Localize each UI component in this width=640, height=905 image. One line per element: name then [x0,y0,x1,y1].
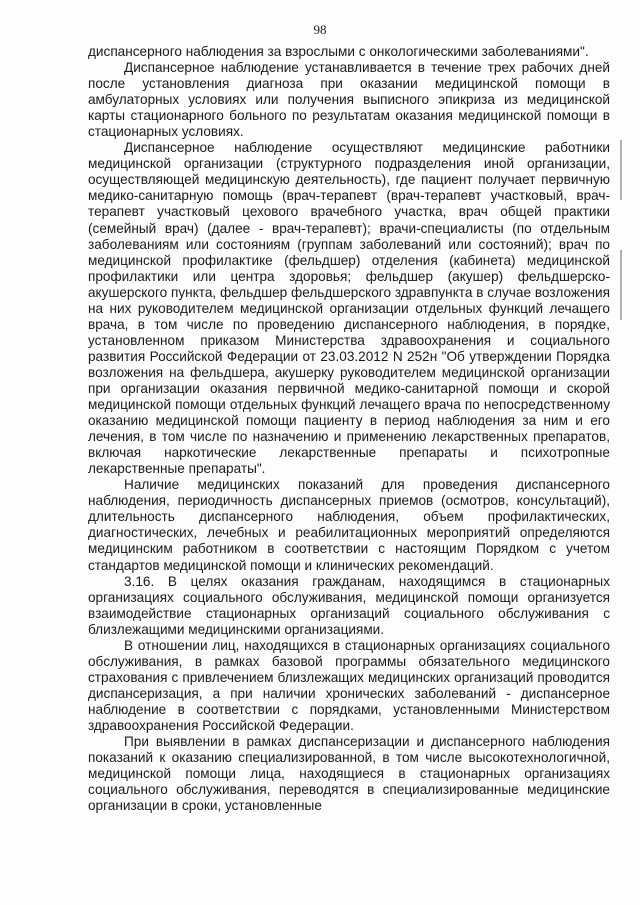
paragraph: В отношении лиц, находящихся в стационарных организациях социального обслуживания, в рамках базовой программы обязательного медицинского страхования с привлечением близлежащих медицинских организаций проводится диспансеризация, а при наличии хронических заболеваний - диспансерное наблюдение в соответствии с порядками, установленными Министерством здравоохранения Российской Федерации. [88,637,610,733]
paragraph: Диспансерное наблюдение осуществляют медицинские работники медицинской организации (структурного подразделения иной организации, осуществляющей медицинскую деятельность), где пациент получает первичную медико-санитарную помощь (врач-терапевт (врач-терапевт участковый, врач-терапевт участковый цехового врачебного участка, врач общей практики (семейный врач) (далее - врач-терапевт); врачи-специалисты (по отдельным заболеваниям или состояниям (группам заболеваний или состояний); врач по медицинской профилактике (фельдшер) отделения (кабинета) медицинской профилактики или центра здоровья; фельдшер (акушер) фельдшерско-акушерского пункта, фельдшер фельдшерского здравпункта в случае возложения на них руководителем медицинской организации отдельных функций лечащего врача, в том числе по проведению диспансерного наблюдения, в порядке, установленном приказом Министерства здравоохранения и социального развития Российской Федерации от 23.03.2012 N 252н "Об утверждении Порядка возложения на фельдшера, акушерку руководителем медицинской организации при организации оказания первичной медико-санитарной помощи и скорой медицинской помощи отдельных функций лечащего врача по непосредственному оказанию медицинской помощи пациенту в период наблюдения за ним и его лечения, в том числе по назначению и применению лекарственных препаратов, включая наркотические лекарственные препараты и психотропные лекарственные препараты". [88,140,610,477]
paragraph: 3.16. В целях оказания гражданам, находящимся в стационарных организациях социального обслуживания, медицинской помощи организуется взаимодействие стационарных организаций социального обслуживания с близлежащими медицинскими организациями. [88,573,610,637]
paragraph: диспансерного наблюдения за взрослыми с онкологическими заболеваниями". [88,44,589,59]
margin-scan-mark [620,250,622,320]
paragraph: Наличие медицинских показаний для проведения диспансерного наблюдения, периодичность диспансерных приемов (осмотров, консультаций), длительность диспансерного наблюдения, объем профилактических, диагностических, лечебных и реабилитационных мероприятий определяются медицинским работником в соответствии с настоящим Порядком с учетом стандартов медицинской помощи и клинических рекомендаций. [88,477,610,573]
margin-scan-mark [620,140,622,200]
page-number: 98 [313,22,327,37]
paragraph: При выявлении в рамках диспансеризации и диспансерного наблюдения показаний к оказанию специализированной, в том числе высокотехнологичной, медицинской помощи лица, находящиеся в стационарных организациях социального обслуживания, переводятся в специализированные медицинские организации в сроки, установленные [88,734,610,814]
paragraph: Диспансерное наблюдение устанавливается в течение трех рабочих дней после установления диагноза при оказании медицинской помощи в амбулаторных условиях или получения выписного эпикриза из медицинской карты стационарного больного по результатам оказания медицинской помощи в стационарных условиях. [88,60,610,140]
document-body [88,44,610,814]
